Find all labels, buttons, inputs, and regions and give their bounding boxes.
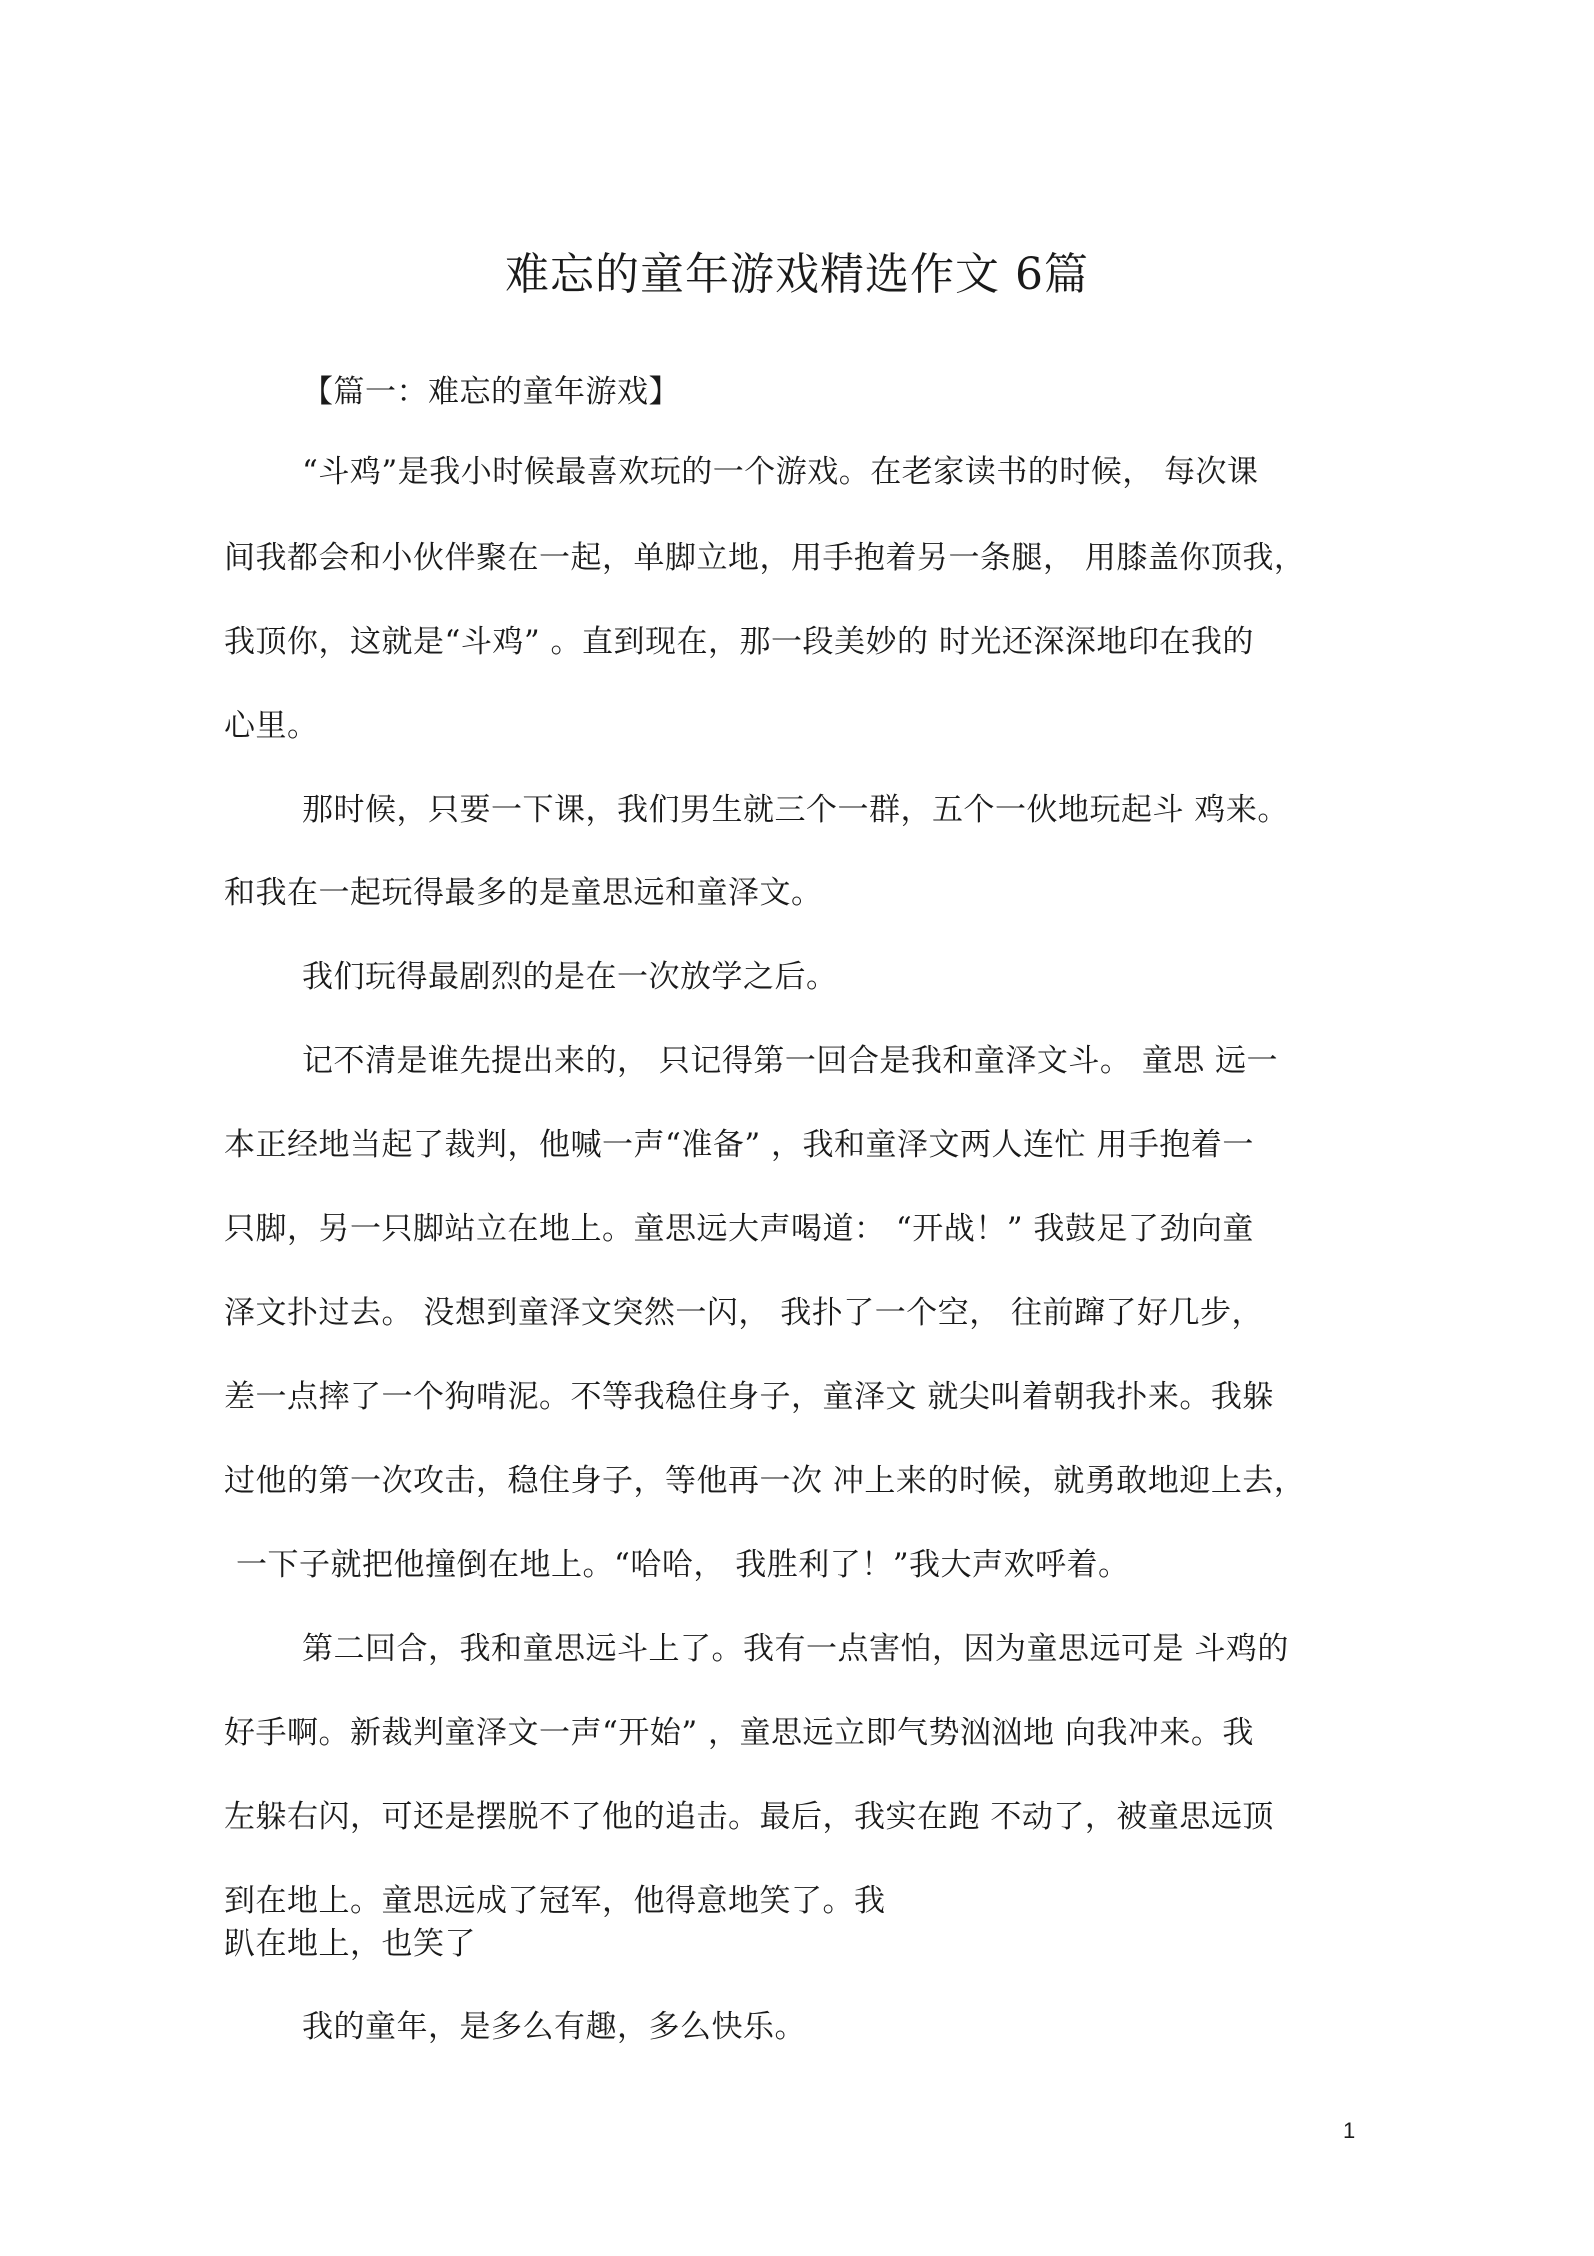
paragraph-line: “斗鸡”是我小时候最喜欢玩的一个游戏。在老家读书的时候， 每次课 [302, 454, 1259, 490]
paragraph-line: 和我在一起玩得最多的是童思远和童泽文。 [224, 875, 823, 911]
paragraph-line: 心里。 [224, 708, 319, 744]
paragraph-line: 那时候，只要一下课，我们男生就三个一群，五个一伙地玩起斗 鸡来。 [302, 792, 1289, 828]
paragraph-line: 趴在地上，也笑了 [224, 1926, 476, 1962]
paragraph-line: 到在地上。童思远成了冠军，他得意地笑了。我 [224, 1883, 886, 1919]
paragraph-line: 过他的第一次攻击，稳住身子，等他再一次 冲上来的时候，就勇敢地迎上去， [224, 1463, 1306, 1499]
paragraph-line: 记不清是谁先提出来的， 只记得第一回合是我和童泽文斗。 童思 远一 [302, 1043, 1279, 1079]
paragraph-line: 间我都会和小伙伴聚在一起，单脚立地，用手抱着另一条腿， 用膝盖你顶我， [224, 540, 1306, 576]
paragraph-line: 本正经地当起了裁判，他喊一声“准备” ，我和童泽文两人连忙 用手抱着一 [224, 1127, 1254, 1163]
paragraph-line: 一下子就把他撞倒在地上。“哈哈， 我胜利了！”我大声欢呼着。 [236, 1547, 1130, 1583]
paragraph-line: 我顶你，这就是“斗鸡” 。直到现在，那一段美妙的 时光还深深地印在我的 [224, 624, 1254, 660]
paragraph-line: 第二回合，我和童思远斗上了。我有一点害怕，因为童思远可是 斗鸡的 [302, 1631, 1289, 1667]
paragraph-line: 我们玩得最剧烈的是在一次放学之后。 [302, 959, 838, 995]
paragraph-line: 只脚，另一只脚站立在地上。童思远大声喝道： “开战！” 我鼓足了劲向童 [224, 1211, 1254, 1247]
paragraph-line: 差一点摔了一个狗啃泥。不等我稳住身子，童泽文 就尖叫着朝我扑来。我躲 [224, 1379, 1274, 1415]
paragraph-line: 好手啊。新裁判童泽文一声“开始” ，童思远立即气势汹汹地 向我冲来。我 [224, 1715, 1254, 1751]
paragraph-line: 泽文扑过去。 没想到童泽文突然一闪， 我扑了一个空， 往前蹿了好几步， [224, 1295, 1264, 1331]
section-heading: 【篇一：难忘的童年游戏】 [302, 374, 680, 410]
page-number: 1 [1343, 2118, 1356, 2143]
document-title: 难忘的童年游戏精选作文 6篇 [505, 249, 1089, 300]
paragraph-line: 我的童年，是多么有趣，多么快乐。 [302, 2009, 806, 2045]
paragraph-line: 左躲右闪，可还是摆脱不了他的追击。最后，我实在跑 不动了，被童思远顶 [224, 1799, 1274, 1835]
